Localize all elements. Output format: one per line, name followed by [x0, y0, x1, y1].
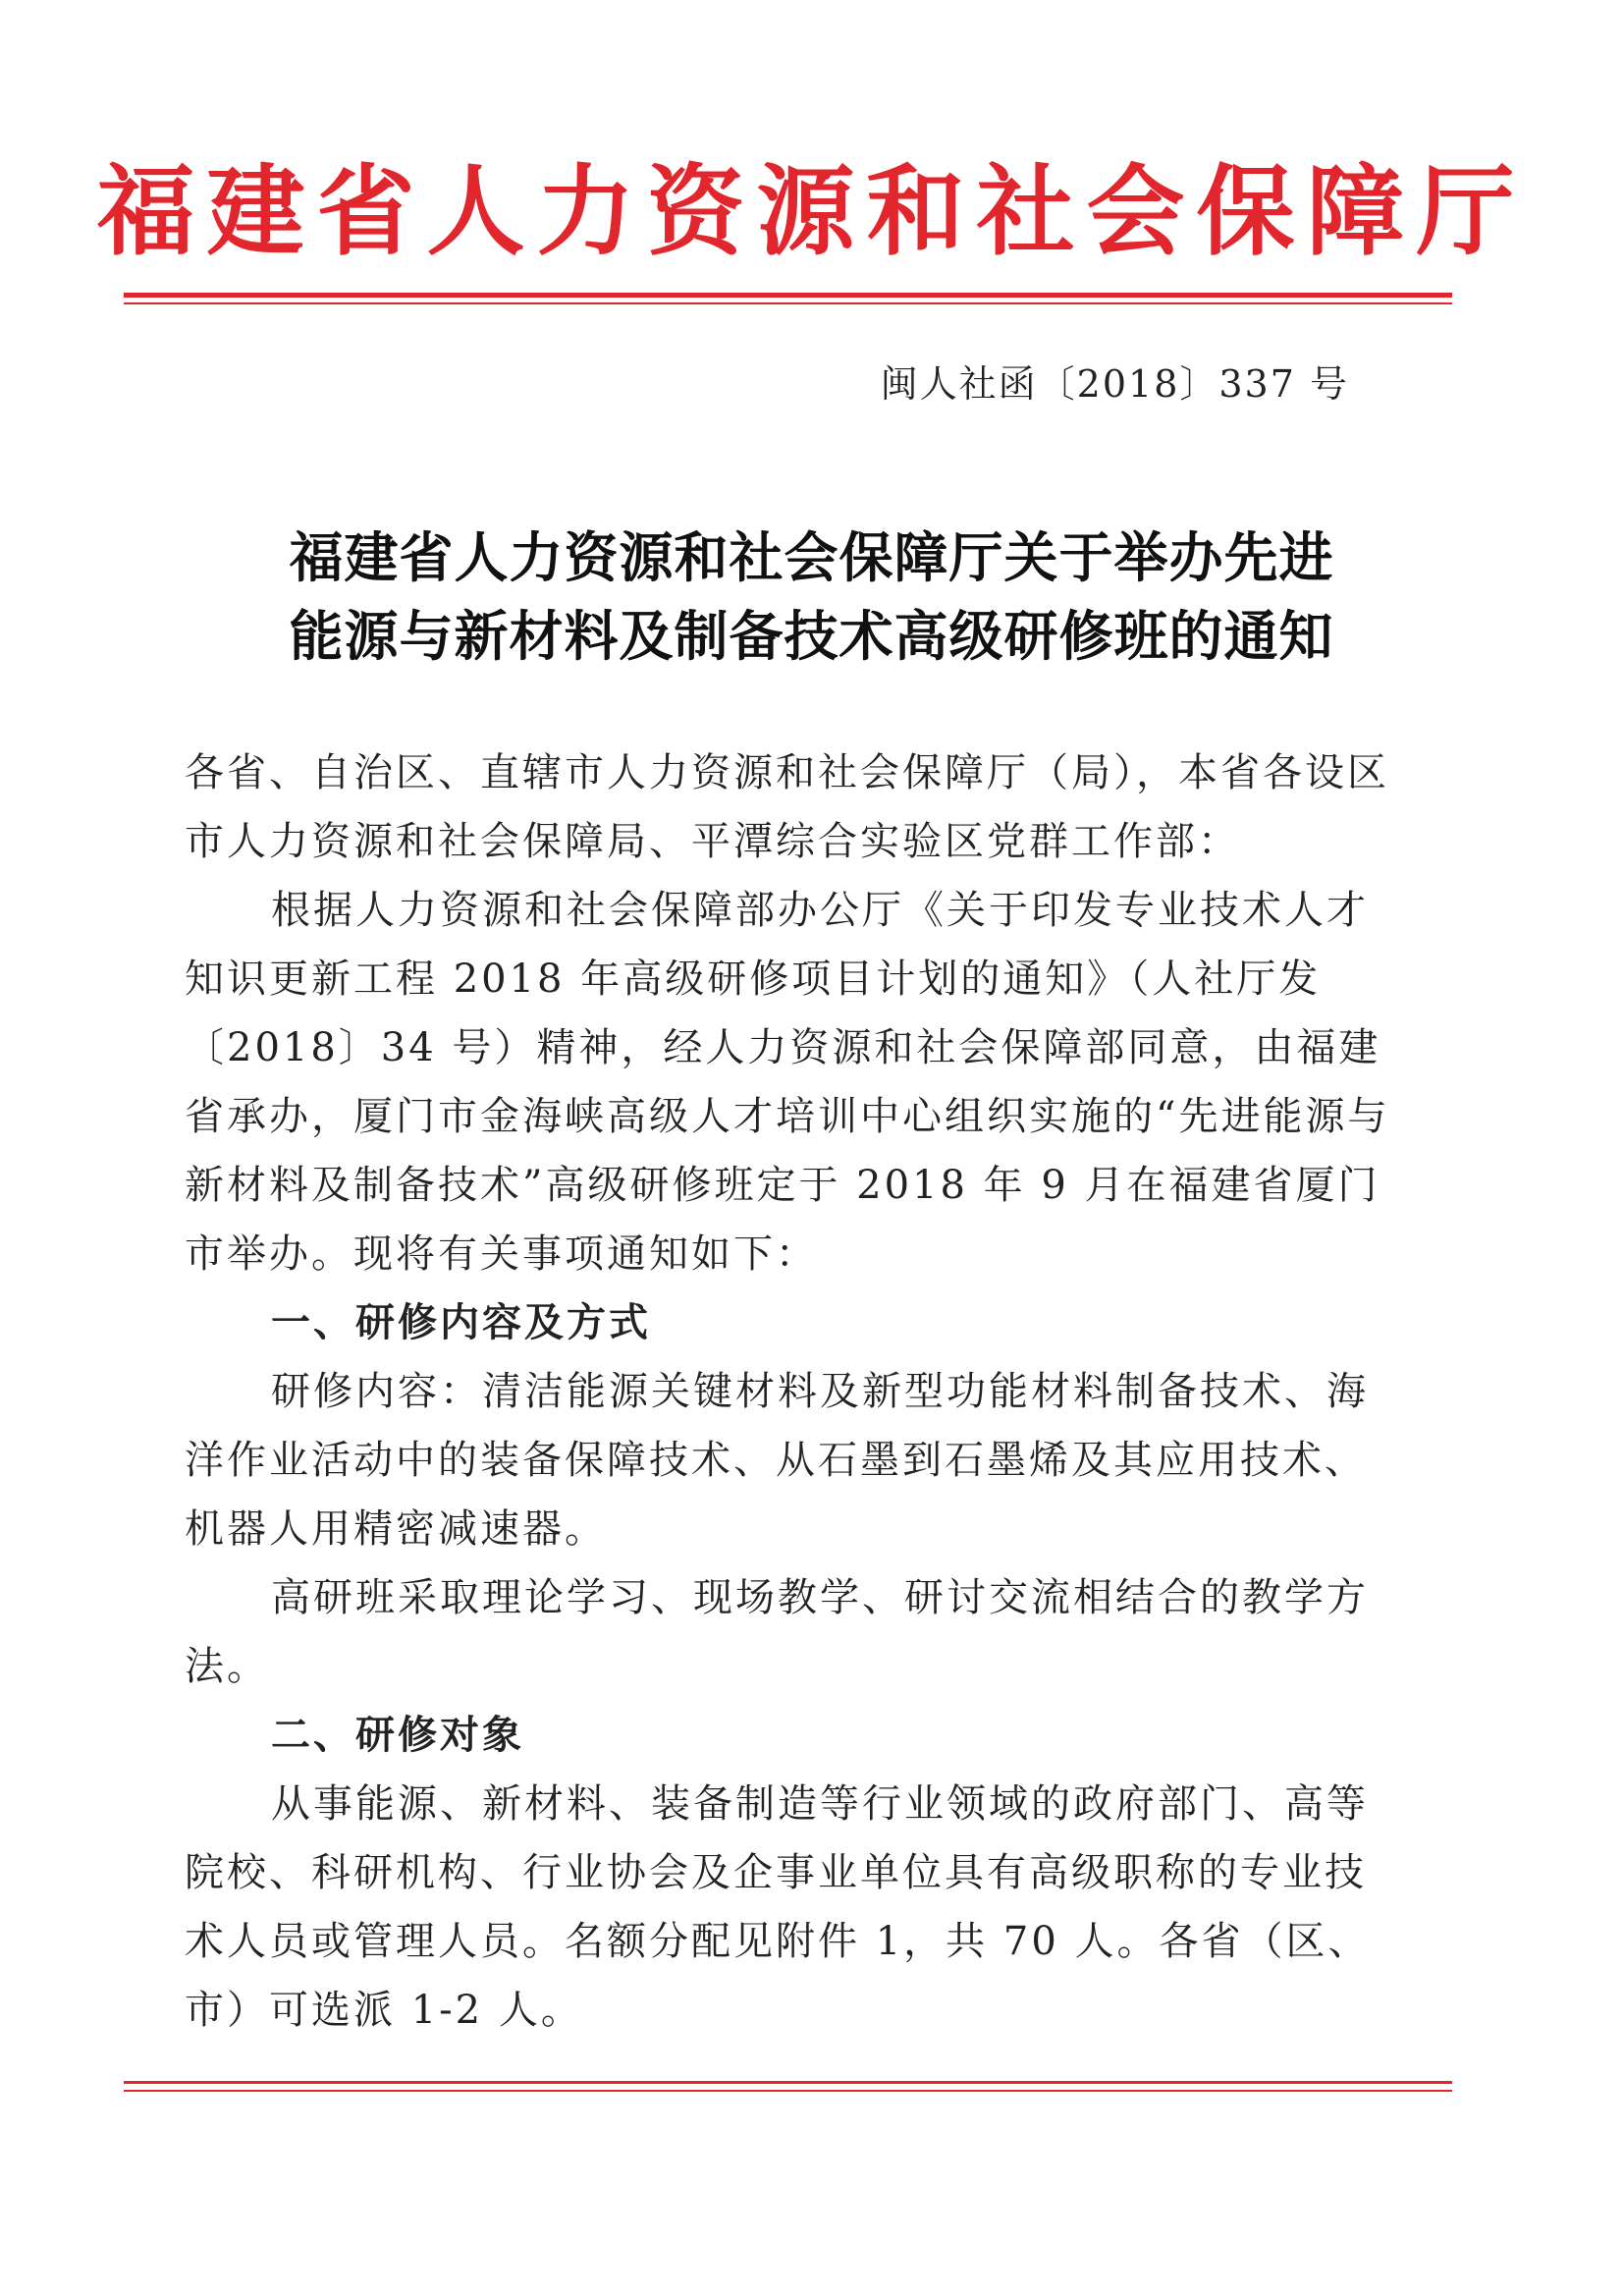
- masthead-title: 福建省人力资源和社会保障厅: [96, 153, 1527, 269]
- footer-red-rule: [124, 2081, 1452, 2084]
- document-title: [0, 519, 1623, 676]
- footer-red-rule-thin: [124, 2090, 1452, 2092]
- title-line-1: 福建省人力资源和社会保障厅关于举办先进: [289, 525, 1334, 589]
- section-1-content: 研修内容：清洁能源关键材料及新型功能材料制备技术、海洋作业活动中的装备保障技术、从石墨到石墨烯及其应用技术、机器人用精密减速器。: [185, 1369, 1369, 1552]
- masthead-red-rule-thin: [124, 302, 1452, 304]
- document-body: [185, 738, 1390, 2045]
- section-2-heading: 二、研修对象: [271, 1713, 524, 1758]
- section-2-content: 从事能源、新材料、装备制造等行业领域的政府部门、高等院校、科研机构、行业协会及企事业单位具有高级职称的专业技术人员或管理人员。名额分配见附件 1，共 70 人。各省（区、市）可选派 1-2 人。: [185, 1781, 1371, 2033]
- section-1-heading: 一、研修内容及方式: [271, 1300, 651, 1345]
- intro-paragraph: 根据人力资源和社会保障部办公厅《关于印发专业技术人才知识更新工程 2018 年高级研修项目计划的通知》（人社厅发〔2018〕34 号）精神，经人力资源和社会保障部同意，由福建省承办，厦门市金海峡高级人才培训中心组织实施的“先进能源与新材料及制备技术”高级研修班定于 2018 年 9 月在福建省厦门市举办。现将有关事项通知如下：: [185, 888, 1390, 1277]
- section-1-method: 高研班采取理论学习、现场教学、研讨交流相结合的教学方法。: [185, 1575, 1369, 1689]
- title-line-2: 能源与新材料及制备技术高级研修班的通知: [289, 604, 1334, 668]
- document-number: 闽人社函〔2018〕337 号: [880, 362, 1349, 406]
- masthead-red-rule: [124, 293, 1452, 298]
- salutation: 各省、自治区、直辖市人力资源和社会保障厅（局），本省各设区市人力资源和社会保障局、平潭综合实验区党群工作部：: [185, 750, 1389, 864]
